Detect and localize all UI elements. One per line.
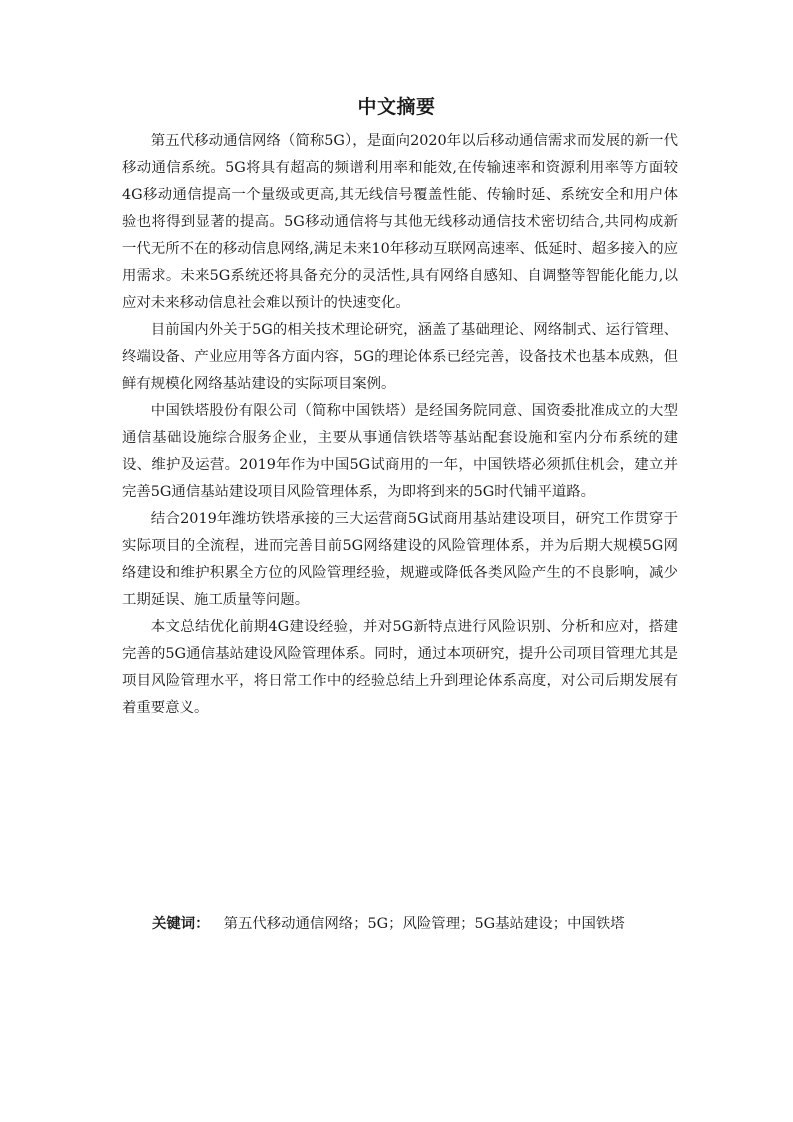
abstract-paragraph: 结合2019年潍坊铁塔承接的三大运营商5G试商用基站建设项目，研究工作贯穿于实际项目的全流程，进而完善目前5G网络建设的风险管理体系，并为后期大规模5G网络建设和维护积累全方位的风险管理经验，规避或降低各类风险产生的不良影响，减少工期延误、施工质量等问题。 — [122, 511, 678, 608]
abstract-paragraph: 目前国内外关于5G的相关技术理论研究，涵盖了基础理论、网络制式、运行管理、终端设备、产业应用等各方面内容，5G的理论体系已经完善，设备技术也基本成熟，但鲜有规模化网络基站建设的实际项目案例。 — [122, 322, 678, 392]
abstract-body — [122, 128, 678, 722]
abstract-paragraph: 本文总结优化前期4G建设经验，并对5G新特点进行风险识别、分析和应对，搭建完善的5G通信基站建设风险管理体系。同时，通过本项研究，提升公司项目管理尤其是项目风险管理水平，将日常工作中的经验总结上升到理论体系高度，对公司后期发展有着重要意义。 — [122, 619, 678, 716]
page-title: 中文摘要 — [357, 96, 436, 118]
abstract-paragraph: 第五代移动通信网络（简称5G），是面向2020年以后移动通信需求而发展的新一代移动通信系统。5G将具有超高的频谱利用率和能效,在传输速率和资源利用率等方面较4G移动通信提高一个量级或更高,其无线信号覆盖性能、传输时延、系统安全和用户体验也将得到显著的提高。5G移动通信将与其他无线移动通信技术密切结合,共同构成新一代无所不在的移动信息网络,满足未来10年移动互联网高速率、低延时、超多接入的应用需求。未来5G系统还将具备充分的灵活性,具有网络自感知、自调整等智能化能力,以应对未来移动信息社会难以预计的快速变化。 — [122, 133, 678, 311]
abstract-paragraph: 中国铁塔股份有限公司（简称中国铁塔）是经国务院同意、国资委批准成立的大型通信基础设施综合服务企业，主要从事通信铁塔等基站配套设施和室内分布系统的建设、维护及运营。2019年作为中国5G试商用的一年，中国铁塔必须抓住机会，建立并完善5G通信基站建设项目风险管理体系，为即将到来的5G时代铺平道路。 — [122, 403, 678, 500]
keywords-label: 关键词： — [152, 916, 210, 932]
keywords-line — [152, 911, 712, 938]
keywords-text: 第五代移动通信网络；5G；风险管理；5G基站建设；中国铁塔 — [223, 916, 625, 932]
